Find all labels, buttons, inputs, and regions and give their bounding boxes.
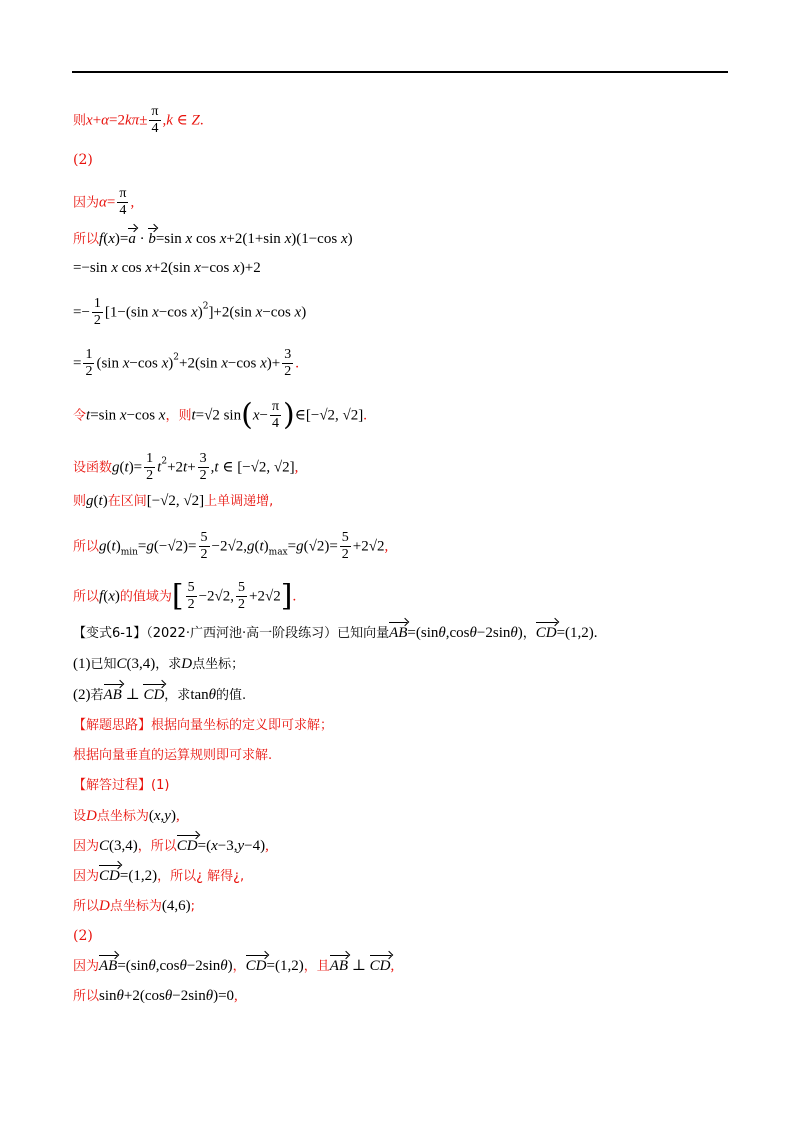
solution-line-20: 因为C(3,4)，所以CD=(x−3,y−4), [73,838,269,854]
header-rule [72,71,728,73]
solution-line-24: 因为AB=(sinθ,cosθ−2sinθ)，CD=(1,2)，且AB ⊥ CD, [73,958,395,974]
part-label: (2) [73,152,93,168]
approach-heading: 【解题思路】根据向量坐标的定义即可求解； [73,718,334,733]
solution-line-3: 因为α= $\frac{\pi}{4}$ , [73,186,135,218]
solution-line-7: = $\frac{1}{2}$ (sin x−cos x)$^2$+2(sin x−cos x)+ $\frac{3}{2}$ . [73,347,300,379]
solution-line-11: 所以$g(t)_{min}=g(-√2)=$ $\frac{5}{2}$ $-2√2,g(t)_{max}=g(√2)=$ $\frac{5}{2}$ +2√2, [73,530,389,562]
solution-line-1: 则x+α=2kπ± $\frac{\pi}{4}$ ,k ∈ Z. [73,104,204,136]
solution-line-9: 设函数g(t)= $\frac{1}{2}$ $t^2+2t+$ $\frac{3}{2}$ ,t ∈ [−√2, √2], [73,451,299,483]
solution-line-6: =− $\frac{1}{2}$ [1−(sin x−cos x)$^2$]+2(sin x−cos x) [73,296,307,328]
problem-part-2: (2)若AB ⊥ CD，求tanθ的值. [73,687,247,703]
problem-title: 【变式6-1】（2022·广西河池·高一阶段练习）已知向量AB=(sinθ,cosθ−2sinθ)，CD=(1,2). [73,625,598,641]
solution-line-25: 所以sinθ+2(cosθ−2sinθ)=0, [73,988,238,1004]
solution-line-21: 因为CD=(1,2)，所以¿ 解得¿, [73,868,245,884]
solution-line-12: 所以f(x)的值域为[ $\frac{5}{2}$ −2√2, $\frac{5}{2}$ +2√2]. [73,578,297,614]
part-label-2: (2) [73,928,93,944]
solution-line-19: 设D点坐标为(x,y), [73,808,180,824]
approach-text: 根据向量垂直的运算规则即可求解. [73,748,273,763]
problem-part-1: (1)已知C(3,4)，求D点坐标； [73,656,245,672]
solution-line-22: 所以D点坐标为(4,6); [73,898,196,914]
process-heading: 【解答过程】(1) [73,778,170,793]
solution-line-5: =−sin x cos x+2(sin x−cos x)+2 [73,260,261,276]
solution-line-8: 令t=sin x−cos x，则t=√2 sin(x− $\frac{\pi}{4}$ )∈[−√2, √2]. [73,397,368,433]
solution-line-4: 所以f(x)=a · b=sin x cos x+2(1+sin x)(1−cos x) [73,231,353,247]
solution-line-10: 则g(t)在区间[−√2, √2]上单调递增, [73,493,274,509]
